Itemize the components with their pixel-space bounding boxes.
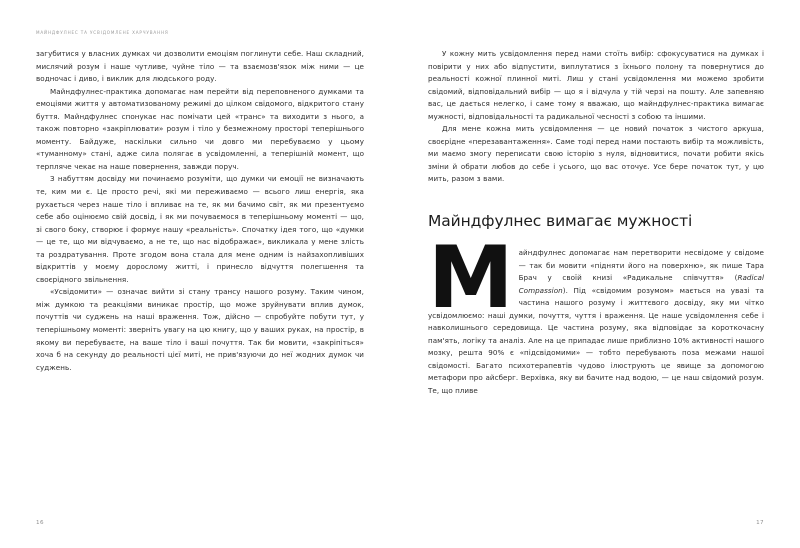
drop-cap-letter: М: [428, 228, 512, 329]
book-title-italic: Radical Compassion: [518, 273, 764, 295]
page-number-right: 17: [756, 520, 764, 526]
paragraph: У кожну мить усвідомлення перед нами стоїть вибір: сфокусуватися на думках і повірити у них або відпустити, виплутатися з їхнього полону та повернутися до реальності кожної плинної миті. Лиш у стані усвідомлення ми можемо зробити свідомий, відповідальний вибір — що я і відчула у тій черзі на пошту. Але запевняю вас, це дається нелегко, і саме тому я вважаю, що майндфулнес-практика вимагає мужності, відповідальності та радикальної чесності з собою та іншими.: [428, 49, 764, 121]
paragraph: загубитися у власних думках чи дозволити емоціям поглинути себе. Наш складний, мислячий розум і наше чутливе, чуйне тіло — та взаємозв'язок між ними — це водночас і диво, і виклик для людського роду.: [36, 49, 364, 84]
paragraph: Для мене кожна мить усвідомлення — це новий початок з чистого аркуша, своєрідне «перезавантаження». Саме тоді перед нами постають вибір та можливість, ми маємо змогу переписати свою історію з нуля, відновитися, почати робити якісь зміни й обрати любов до себе і усього, що вас оточує. Усе бере початок тут, у цю мить, разом з вами.: [428, 124, 764, 184]
page-number-left: 16: [36, 520, 44, 526]
paragraph: Майндфулнес-практика допомагає нам перейти від переповненого думками та емоціями життя у автоматизованому режимі до цілком свідомого, відкритого стану буття. Майндфулнес спонукає нас помічати цей «транс» та виходити з нього, а також повторно «закріплювати» розум і тіло у безмежному просторі теперішнього моменту. Байдуже, наскільки сильно чи довго ми перебуваємо у цьому «туманному» стані, адже сила полягає в усвідомленні, а теперішній момент, що терпляче чекає на наше повернення, завжди поруч.: [36, 86, 364, 171]
left-page-text-column: [36, 48, 364, 374]
dropcap-text-part2: ). Під «свідомим розумом» мається на увазі та частина нашого розуму і життєвого досвіду, яку ми чітко усвідомлюємо: наші думки, почуття, чуття і враження. Це наше усвідомлення себе і навколишнього середовища. Це частина розуму, яка відповідає за короткочасну пам'ять, логіку та аналіз. Але на це припадає лише приблизно 10% активності нашого мозку, решта 90% є «підсвідомими» — тобто перебувають поза межами нашої свідомості. Багато психотерапевтів чудово ілюструють це явище за допомогою метафори про айсберг. Верхівка, яку ви бачите над водою, — це наш свідомий розум. Те, що пливе: [428, 285, 764, 396]
right-page-text-column: [428, 48, 764, 398]
dropcap-paragraph: [428, 228, 764, 398]
right-page: [400, 0, 800, 548]
section-heading: Майндфулнес вимагає мужності: [428, 212, 693, 231]
dropcap-text-part1: айндфулнес допомагає нам перетворити несвідоме у свідоме — так би мовити «підняти його на поверхню», як пише Тара Брач у своїй книзі «Радикальне співчуття» (: [518, 248, 764, 283]
running-header-left: МАЙНДФУЛНЕС ТА УСВІДОМЛЕНЕ ХАРЧУВАННЯ: [36, 30, 169, 35]
paragraph: «Усвідомити» — означає вийти зі стану трансу нашого розуму. Таким чином, між думкою та реакціями виникає простір, що може зруйнувати вплив думок, почуттів чи суджень на наші враження. Тож, дійсно — спробуйте побути тут, у теперішньому моменті: зверніть увагу на цю книгу, що у ваших руках, на простір, в якому ви перебуваєте, на ваше тіло і ваші почуття. Так би мовити, «закріпіться» хоча б на секунду до реальності цієї миті, не прив'язуючи до неї жодних думок чи суджень.: [36, 287, 364, 372]
paragraph: З набуттям досвіду ми починаємо розуміти, що думки чи емоції не визначають те, ким ми є. Це просто речі, які ми переживаємо — всього лиш енергія, яка рухається через наше тіло і впливає на те, як ми бачимо світ, як ми презентуємо себе або оцінюємо свій досвід, і як ми почуваємося в теперішньому моменті — що, зі свого боку, створює і формує нашу «реальність». Спочатку ідея того, що «думки — це те, що ми відчуваємо, а не те, що нас відображає», викликала у мене злість та роздратування. Проте згодом вона стала для мене одним із найзахопливіших відкриттів у моєму дорослому житті, і принесло відчуття полегшення та своєрідного звільнення.: [36, 174, 364, 284]
